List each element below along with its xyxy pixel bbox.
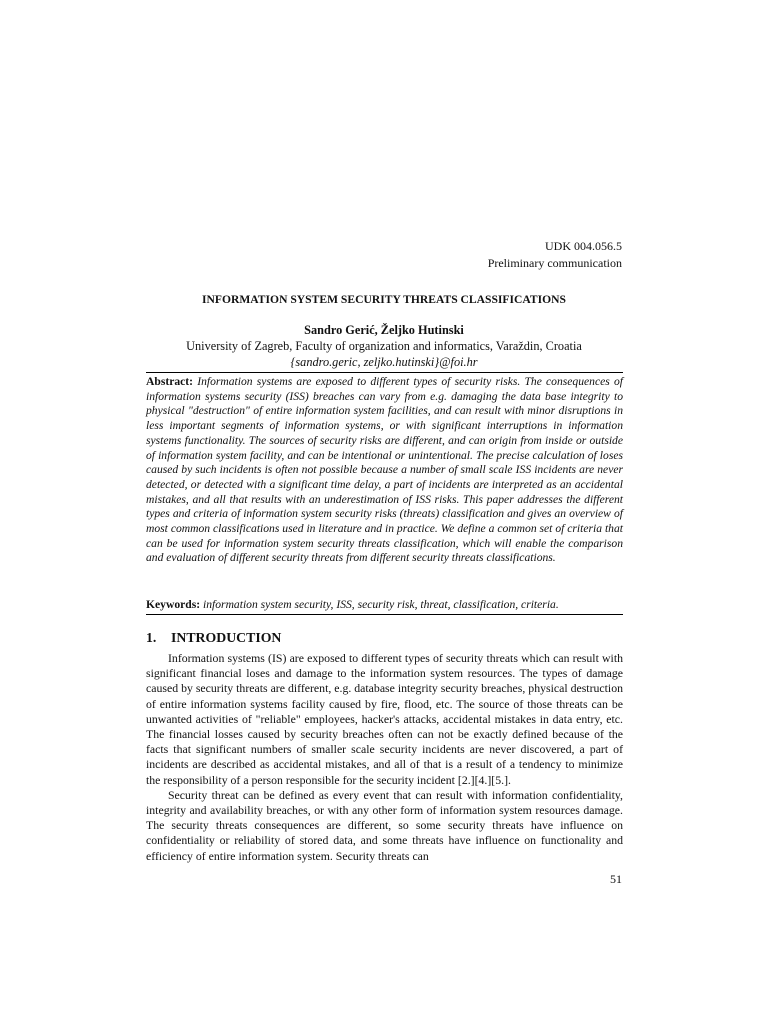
keywords [146, 598, 623, 613]
abstract-top-rule [146, 372, 623, 373]
udk-block [488, 238, 622, 272]
keywords-text: information system security, ISS, security risk, threat, classification, criteria. [203, 598, 559, 611]
authors-block [146, 322, 622, 370]
page-number: 51 [610, 872, 622, 886]
section-heading [146, 630, 281, 646]
abstract-label: Abstract: [146, 375, 194, 388]
abstract [146, 375, 623, 566]
section-title: INTRODUCTION [171, 630, 282, 645]
paragraph: Security threat can be defined as every event that can result with information confidentiality, integrity and availability breaches, or with any other form of information system resources damage. The security threats consequences are different, so some security threats have influence on confidentiality or reliability of stored data, and some threats have influence on functionality and efficiency of entire information system. Security threats can [146, 787, 623, 863]
udk-code: UDK 004.056.5 [545, 239, 622, 253]
section-number: 1. [146, 630, 157, 645]
keywords-label: Keywords: [146, 598, 201, 611]
section-body [146, 651, 623, 864]
author-affiliation: University of Zagreb, Faculty of organization and informatics, Varaždin, Croatia [186, 339, 582, 353]
author-email: {sandro.geric, zeljko.hutinski}@foi.hr [290, 355, 478, 369]
paper-type: Preliminary communication [487, 256, 622, 270]
author-names: Sandro Gerić, Željko Hutinski [304, 323, 464, 337]
abstract-text: Information systems are exposed to different types of security risks. The consequences of information systems security (ISS) breaches can vary from e.g. damaging the data base integrity to physical "destruction" of entire information system facilities, and can result with minor disruptions in less important segments of information systems, or with significant interruptions in information systems functionality. The sources of security risks are different, and can origin from inside or outside of information system facility, and can be intentional or unintentional. The precise calculation of loses caused by such incidents is often not possible because a number of small scale ISS incidents are never detected, or detected with a significant time delay, a part of incidents are interpreted as an accidental mistakes, and all that results with an underestimation of ISS risks. This paper addresses the different types and criteria of information system security risks (threats) classification and gives an overview of most common classifications used in literature and in practice. We define a common set of criteria that can be used for information system security threats classification, which will enable the comparison and evaluation of different security threats from different security threats classifications. [146, 375, 623, 565]
paper-title: INFORMATION SYSTEM SECURITY THREATS CLASSIFICATIONS [202, 293, 566, 306]
paragraph: Information systems (IS) are exposed to different types of security threats which can result with significant financial loses and damage to the information system resources. The types of damage caused by security threats are different, e.g. database integrity security breaches, physical destruction of entire information systems facility caused by fire, flood, etc. The source of those threats can be unwanted activities of "reliable" employees, hacker's attacks, accidental mistakes in data entry, etc. The financial losses caused by security breaches often can not be exactly defined because of the facts that significant numbers of smaller scale security incidents are never discovered, a part of incidents are described as accidental mistakes, and all of that is a result of a tendency to minimize the responsibility of a person responsible for the security incident [2.][4.][5.]. [146, 651, 623, 787]
keywords-bottom-rule [146, 614, 623, 615]
